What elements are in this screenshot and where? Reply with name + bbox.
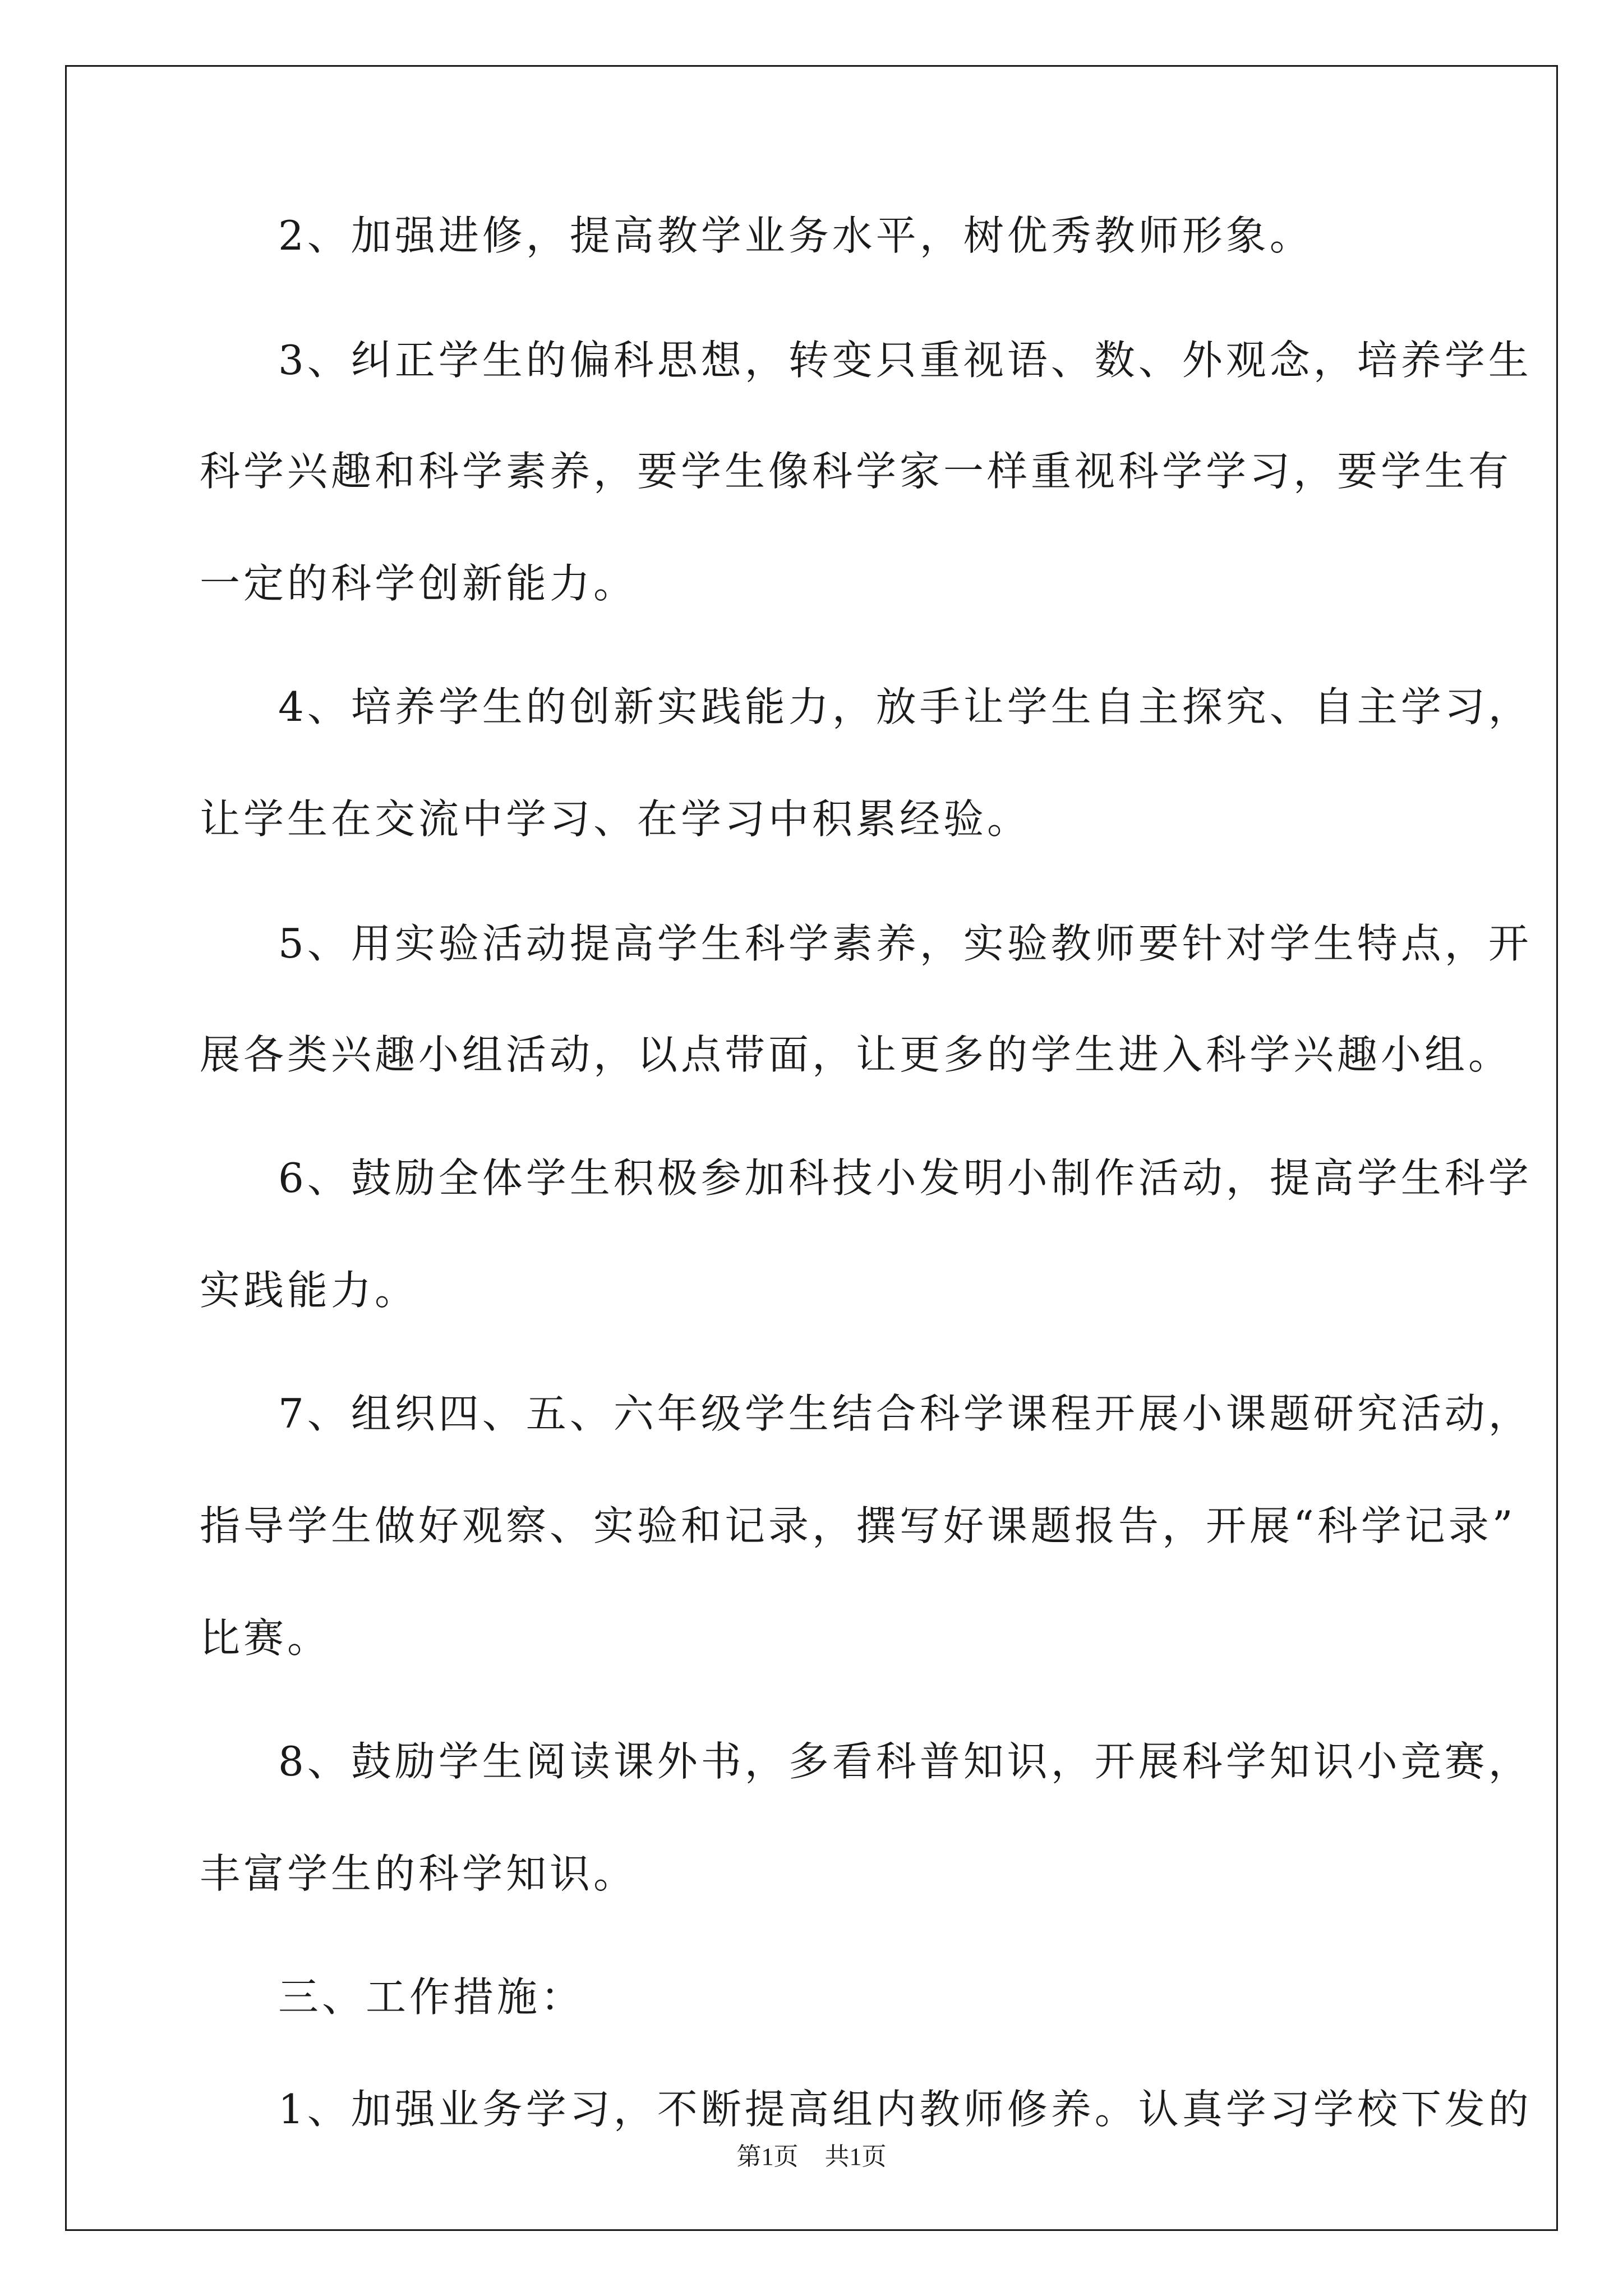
paragraph-line: 7、组织四、五、六年级学生结合科学课程开展小课题研究活动， bbox=[278, 1390, 1532, 1437]
paragraph-line: 展各类兴趣小组活动，以点带面，让更多的学生进入科学兴趣小组。 bbox=[200, 1031, 1513, 1078]
page-number-current: 第1页 bbox=[736, 2143, 799, 2170]
paragraph-line: 6、鼓励全体学生积极参加科技小发明小制作活动，提高学生科学 bbox=[278, 1154, 1532, 1202]
paragraph-line: 指导学生做好观察、实验和记录，撰写好课题报告，开展“科学记录” bbox=[200, 1502, 1516, 1549]
paragraph-line: 8、鼓励学生阅读课外书，多看科普知识，开展科学知识小竞赛， bbox=[278, 1738, 1532, 1785]
paragraph-line: 比赛。 bbox=[200, 1614, 331, 1662]
paragraph-line: 让学生在交流中学习、在学习中积累经验。 bbox=[200, 795, 1031, 843]
paragraph-line: 2、加强进修，提高教学业务水平，树优秀教师形象。 bbox=[278, 212, 1313, 259]
paragraph-line: 1、加强业务学习，不断提高组内教师修养。认真学习学校下发的 bbox=[278, 2086, 1532, 2133]
section-heading: 三、工作措施： bbox=[278, 1973, 585, 2021]
paragraph-line: 5、用实验活动提高学生科学素养，实验教师要针对学生特点，开 bbox=[278, 920, 1532, 967]
paragraph-line: 3、纠正学生的偏科思想，转变只重视语、数、外观念，培养学生 bbox=[278, 337, 1532, 384]
page-footer bbox=[0, 2136, 1623, 2172]
page-number-total: 共1页 bbox=[824, 2143, 887, 2170]
paragraph-line: 科学兴趣和科学素养，要学生像科学家一样重视科学学习，要学生有 bbox=[200, 448, 1513, 495]
paragraph-line: 4、培养学生的创新实践能力，放手让学生自主探究、自主学习， bbox=[278, 683, 1532, 730]
paragraph-line: 一定的科学创新能力。 bbox=[200, 560, 638, 607]
paragraph-line: 实践能力。 bbox=[200, 1267, 419, 1314]
paragraph-line: 丰富学生的科学知识。 bbox=[200, 1850, 638, 1897]
